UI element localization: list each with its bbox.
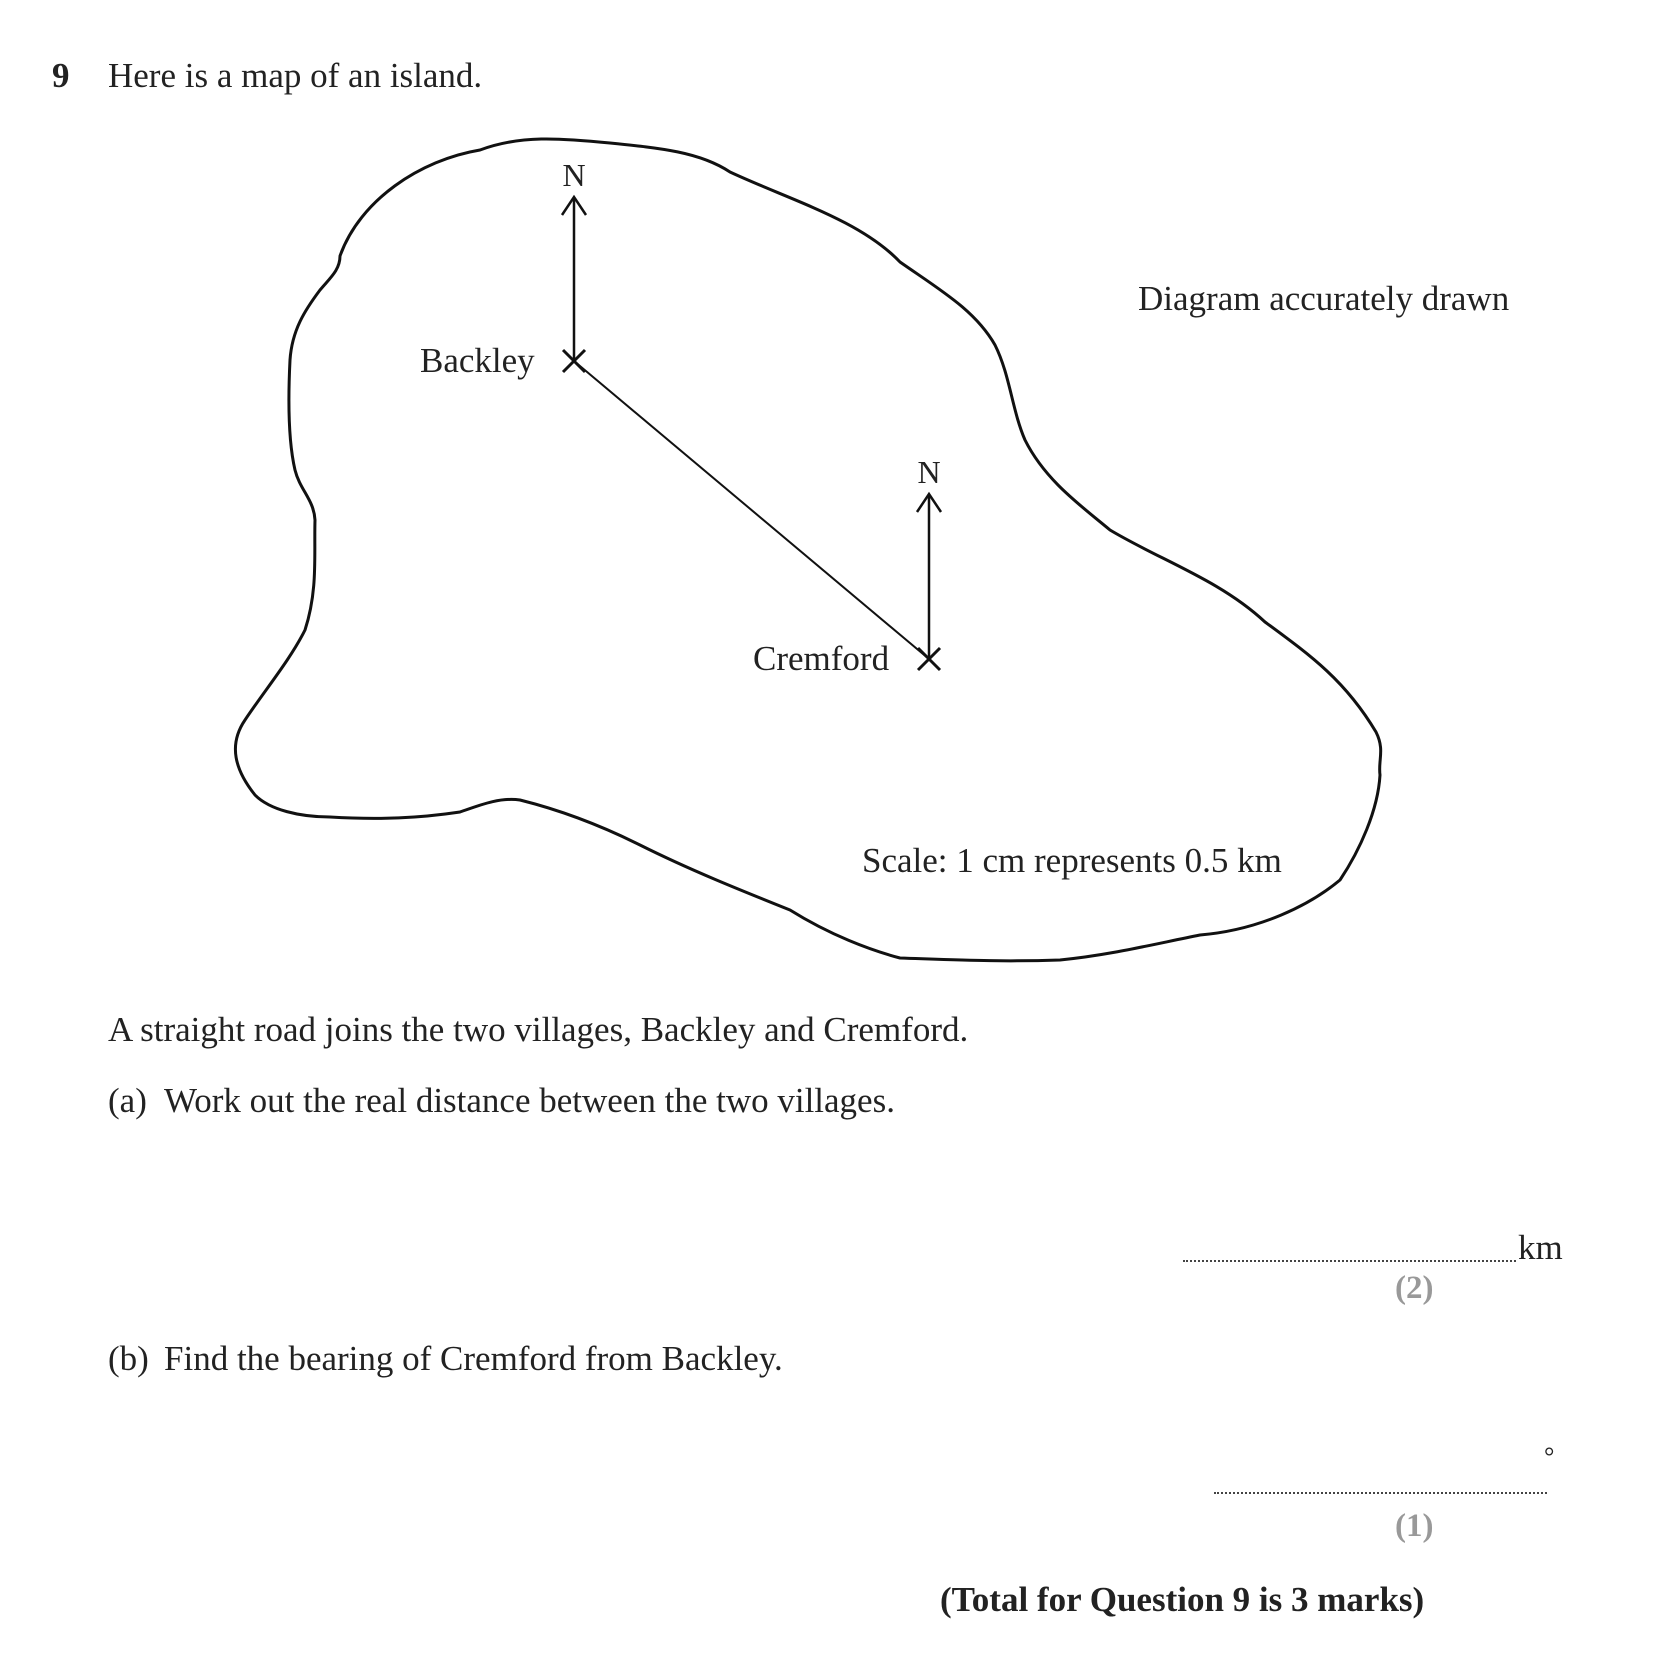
question-total: (Total for Question 9 is 3 marks) xyxy=(940,1580,1425,1619)
part-b-unit: ° xyxy=(1544,1442,1555,1471)
part-a-text: Work out the real distance between the two villages. xyxy=(164,1081,895,1120)
part-a-label: (a) xyxy=(108,1081,147,1120)
question-intro: Here is a map of an island. xyxy=(108,56,483,95)
north-label-backley: N xyxy=(562,157,586,193)
accuracy-note: Diagram accurately drawn xyxy=(1138,279,1510,318)
road-statement: A straight road joins the two villages, Backley and Cremford. xyxy=(108,1010,969,1049)
road-line xyxy=(574,361,929,659)
backley-label: Backley xyxy=(420,341,535,380)
question-number: 9 xyxy=(52,56,70,95)
part-b-marks: (1) xyxy=(1395,1508,1434,1544)
part-a-unit: km xyxy=(1518,1228,1563,1267)
island-outline xyxy=(235,139,1380,961)
part-b-answer-line[interactable] xyxy=(1214,1492,1547,1494)
part-b-text: Find the bearing of Cremford from Backley. xyxy=(164,1339,783,1378)
scale-note: Scale: 1 cm represents 0.5 km xyxy=(862,841,1282,880)
part-a-question xyxy=(108,1081,895,1121)
north-label-cremford: N xyxy=(917,454,941,490)
part-b-question xyxy=(108,1339,783,1379)
part-a-answer-line[interactable] xyxy=(1183,1260,1516,1262)
part-a-marks: (2) xyxy=(1395,1270,1434,1306)
part-b-label: (b) xyxy=(108,1339,149,1378)
cremford-label: Cremford xyxy=(753,639,890,678)
